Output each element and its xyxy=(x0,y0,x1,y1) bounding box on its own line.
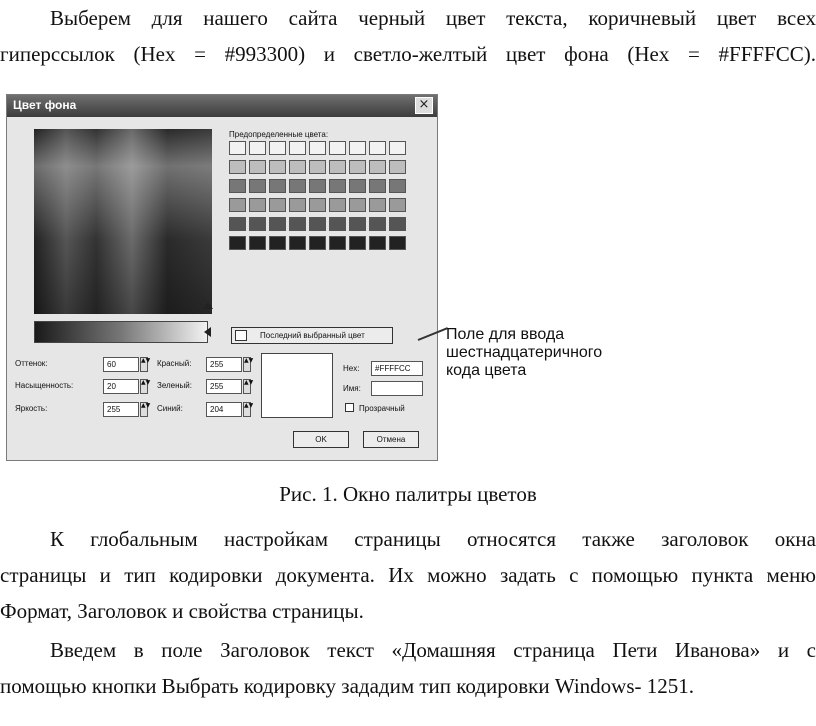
palette-swatch[interactable] xyxy=(389,160,406,174)
transparent-checkbox[interactable] xyxy=(345,403,354,412)
name-input[interactable] xyxy=(371,381,423,396)
blue-label: Синий: xyxy=(157,404,183,413)
luminance-pointer-icon xyxy=(204,327,211,337)
palette-swatch[interactable] xyxy=(289,141,306,155)
palette-swatch[interactable] xyxy=(369,160,386,174)
palette-swatch[interactable] xyxy=(269,198,286,212)
hex-input[interactable]: #FFFFCC xyxy=(371,361,423,376)
callout-line: кода цвета xyxy=(446,362,527,379)
palette-swatch[interactable] xyxy=(309,198,326,212)
palette-swatch[interactable] xyxy=(269,179,286,193)
green-input[interactable]: 255 xyxy=(206,379,242,394)
palette-swatch[interactable] xyxy=(329,236,346,250)
palette-swatch[interactable] xyxy=(349,179,366,193)
hex-field-callout xyxy=(446,326,636,380)
palette-swatch[interactable] xyxy=(269,141,286,155)
title-paragraph xyxy=(0,632,816,704)
red-spinner[interactable]: ▲▼ xyxy=(243,357,251,372)
palette-swatch[interactable] xyxy=(349,141,366,155)
palette-swatch[interactable] xyxy=(369,179,386,193)
last-color-label: Последний выбранный цвет xyxy=(260,331,365,340)
intro-paragraph xyxy=(0,0,816,72)
palette-swatch[interactable] xyxy=(289,179,306,193)
palette-swatch[interactable] xyxy=(329,179,346,193)
palette-swatch[interactable] xyxy=(269,217,286,231)
palette-swatch[interactable] xyxy=(369,198,386,212)
saturation-input[interactable]: 20 xyxy=(103,379,139,394)
palette-swatch[interactable] xyxy=(249,160,266,174)
palette-swatch[interactable] xyxy=(389,141,406,155)
close-icon[interactable]: × xyxy=(415,97,433,114)
hue-input[interactable]: 60 xyxy=(103,357,139,372)
text-line: Введем в поле Заголовок текст «Домашняя страница Пети Иванова» и с xyxy=(50,638,816,662)
dialog-titlebar xyxy=(7,95,437,117)
palette-swatch[interactable] xyxy=(229,160,246,174)
palette-swatch[interactable] xyxy=(289,160,306,174)
palette-swatch[interactable] xyxy=(389,179,406,193)
palette-swatch[interactable] xyxy=(329,198,346,212)
saturation-label: Насыщенность: xyxy=(15,381,74,390)
palette-swatch[interactable] xyxy=(389,198,406,212)
palette-swatch[interactable] xyxy=(289,217,306,231)
last-color-swatch xyxy=(235,330,247,341)
palette-swatch[interactable] xyxy=(289,198,306,212)
palette-swatch[interactable] xyxy=(249,179,266,193)
hue-spinner[interactable]: ▲▼ xyxy=(140,357,148,372)
predefined-colors-label: Предопределенные цвета: xyxy=(229,130,329,139)
palette-swatch[interactable] xyxy=(229,198,246,212)
palette-swatch[interactable] xyxy=(249,217,266,231)
palette-swatch[interactable] xyxy=(349,198,366,212)
palette-swatch[interactable] xyxy=(229,179,246,193)
palette-swatch[interactable] xyxy=(309,179,326,193)
blue-input[interactable]: 204 xyxy=(206,402,242,417)
dialog-title: Цвет фона xyxy=(13,98,77,112)
palette-swatch[interactable] xyxy=(269,160,286,174)
brightness-spinner[interactable]: ▲▼ xyxy=(140,402,148,417)
text-line: Формат, Заголовок и свойства страницы. xyxy=(0,599,364,623)
red-input[interactable]: 255 xyxy=(206,357,242,372)
palette-swatch[interactable] xyxy=(249,141,266,155)
palette-swatch[interactable] xyxy=(229,236,246,250)
brightness-label: Яркость: xyxy=(15,404,48,413)
blue-spinner[interactable]: ▲▼ xyxy=(243,402,251,417)
callout-line: Поле для ввода xyxy=(446,326,565,343)
saturation-spinner[interactable]: ▲▼ xyxy=(140,379,148,394)
transparent-label: Прозрачный xyxy=(359,404,405,413)
spectrum-pointer-icon xyxy=(203,302,213,309)
text-line: Выберем для нашего сайта черный цвет текста, коричневый цвет всех xyxy=(50,6,816,30)
cancel-button[interactable]: Отмена xyxy=(363,431,419,448)
palette-swatch[interactable] xyxy=(309,160,326,174)
text-line: гиперссылок (Hex = #993300) и светло-желтый цвет фона (Hex = #FFFFCC). xyxy=(0,42,816,66)
callout-line: шестнадцатеричного xyxy=(446,344,603,361)
palette-swatch[interactable] xyxy=(349,217,366,231)
red-label: Красный: xyxy=(157,359,192,368)
palette-swatch[interactable] xyxy=(289,236,306,250)
figure-caption: Рис. 1. Окно палитры цветов xyxy=(279,482,537,506)
palette-swatch[interactable] xyxy=(349,160,366,174)
color-dialog-figure xyxy=(6,94,438,461)
green-label: Зеленый: xyxy=(157,381,192,390)
palette-swatch[interactable] xyxy=(349,236,366,250)
palette-swatch[interactable] xyxy=(249,236,266,250)
palette-swatch[interactable] xyxy=(309,141,326,155)
palette-swatch[interactable] xyxy=(329,217,346,231)
palette-swatch[interactable] xyxy=(329,160,346,174)
predefined-colors-palette[interactable] xyxy=(229,141,415,261)
palette-swatch[interactable] xyxy=(229,141,246,155)
palette-swatch[interactable] xyxy=(249,198,266,212)
palette-swatch[interactable] xyxy=(369,141,386,155)
luminance-bar[interactable] xyxy=(34,321,208,343)
brightness-input[interactable]: 255 xyxy=(103,402,139,417)
palette-swatch[interactable] xyxy=(309,236,326,250)
color-preview xyxy=(261,353,333,418)
palette-swatch[interactable] xyxy=(329,141,346,155)
palette-swatch[interactable] xyxy=(309,217,326,231)
text-line: К глобальным настройкам страницы относятся также заголовок окна xyxy=(50,527,816,551)
palette-swatch[interactable] xyxy=(389,217,406,231)
palette-swatch[interactable] xyxy=(369,236,386,250)
settings-paragraph xyxy=(0,521,816,629)
green-spinner[interactable]: ▲▼ xyxy=(243,379,251,394)
text-line: помощью кнопки Выбрать кодировку зададим тип кодировки Windows- 1251. xyxy=(0,674,694,698)
palette-swatch[interactable] xyxy=(389,236,406,250)
hex-label: Hex: xyxy=(343,364,360,373)
palette-swatch[interactable] xyxy=(229,217,246,231)
palette-swatch[interactable] xyxy=(269,236,286,250)
color-spectrum[interactable] xyxy=(34,129,212,314)
last-color-button[interactable] xyxy=(231,327,393,344)
palette-swatch[interactable] xyxy=(369,217,386,231)
text-line: страницы и тип кодировки документа. Их можно задать с помощью пункта меню xyxy=(0,563,816,587)
ok-button[interactable]: OK xyxy=(293,431,349,448)
name-label: Имя: xyxy=(343,384,361,393)
hue-label: Оттенок: xyxy=(15,359,48,368)
